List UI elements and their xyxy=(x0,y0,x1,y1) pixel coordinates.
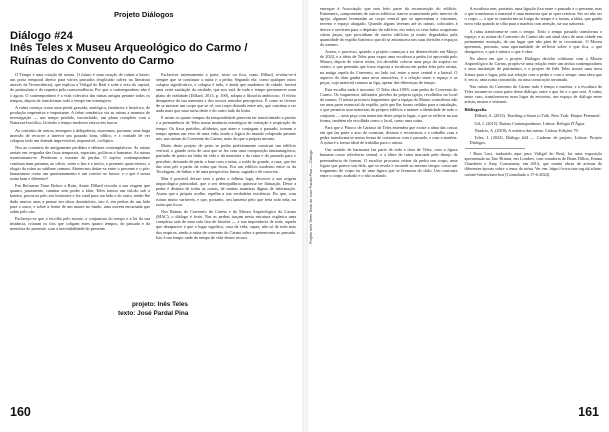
body-paragraph: Muito deste projeto de perto se podia perfeitamente construir um edifício vertical, o grande tecto de casa que se fez com uma composição fantasmagórica, partindo de ponto na linha da vida e da memória e da ruína e do passado para o perceber, deixando de partir a base com a ruína, o ruído do grande, a casa, que fez das seus pés a partir da ruína que ficou. Era um edifício moderno entre os da Tecelagem, de linhas e de uma perspectiva linear, sagrada e de concreto. xyxy=(156,143,296,174)
body-paragraph: A ruína transforma-se com o tempo. Todo o tempo passado transforma o espaço, e as ruínas do Convento do Carmo são um sinal claro de uma cidade em permanente mutação, de um lugar que não pára de se reconstruir. O Museu apresenta, portanto, uma oportunidade de reflectir sobre o que fica, o que desaparece, o que é ruína e o que é obra. xyxy=(464,28,602,54)
page-number-right: 161 xyxy=(578,405,599,419)
body-paragraph: A ruína começa como uma perda gravada, analógica, fantástica e histórica, de produção imperativa e importante. A febre romântica via as ruínas a maneira de investigação — um tempo perdido, inconcluído, um plano completo com a Natureza bucólica. Já então o tempo moderno estava em horror. xyxy=(10,104,150,126)
vertical-credit: Projeto Inês Teles Texto de José Pardal Pina — Diálogo xyxy=(309,150,313,244)
section-label: Projeto Diálogos xyxy=(114,10,174,19)
title-line: Ruínas do Convento do Carmo xyxy=(10,54,175,67)
text-credit: texto: José Pardal Pina xyxy=(118,310,189,317)
body-paragraph: Esclareço-se que a escolha pelo monte, a conjuntura do tempo e a lei da sua instância, criaram os fios que coligam estes quatro tempos, do passado e da memória do presente, com a inevitabilidade do presente. xyxy=(10,216,150,232)
body-paragraph: Para que o Pároco de Cartaxo de Teles entendeu que existe a alma das coisas em que faz parte o acto de construir, destruir e reconstruir, e o trabalho com a pedra transforma-se numa forma de comunicar com o passado, e com a matéria. A ruína é a forma ideal de trabalho para o artista. xyxy=(320,124,458,146)
body-paragraph: entregue à Associação que tem feito parte da reconstrução do edifício. Entretanto, componentes de outros edifícios iam-se acumulando pelo interior da igreja, algumas levantadas ao corpo central que se apresentam a visitantes, terreno e espaço alargado. Quando alguns tiveram até às ruínas, colocados à deriva e serviram para o depósito do edifício; em todos os seus lados ocupavam várias peças, que provinham de outros edifícios já muito degradados pela quantidade do espólio histórico que ali se amontoava nas suas divisões e espaços do mesmo. xyxy=(320,6,458,47)
bibliography-heading: Bibliografia xyxy=(464,107,487,113)
page-number-left: 160 xyxy=(10,405,31,419)
project-credit: projeto: Inês Teles xyxy=(132,301,188,308)
body-paragraph: A escultura tem, portanto, uma ligação fixa entre o passado e o presente, mas o que transforma o material é uma memória que se quer reativar. Ser ou não ser o corpo — o que se transforma ao longo do tempo é a forma, a ideia, que ganha nova vida quando se olha para a matéria com atenção, na sua natureza. xyxy=(464,6,602,27)
body-paragraph: Ao contrário de outros, entregues à deliquência, morremos, portanto, uma larga imersão de recorrer a intervir um passado bom, idílico, e a vontade de ver colapsar tudo um duende imprevisível, impossível, ciclópico. xyxy=(10,127,150,143)
bibliography-item: Teles, I. (2024). Diálogo #24 — Caderno de projeto. Lisboa: Projeto Diálogos. xyxy=(469,134,602,145)
body-paragraph: O Tempo é uma criação de ruínas. O futuro é uma criação de ruínas a haver; um porta temporal aberto para vários passados (explicado talvez na literatura através da Tecnociência), que explora a Vidigal do Real e sobe o eixo do capital, do património e do respeito pela transcendência. Por que o contemporâneo não é o agora. O contemporâneo é a vida colectiva das ruínas antigas perante todos os tempos, depois de transformar todo o tempo em estrangeiro. xyxy=(10,72,150,103)
body-paragraph: Em Reformar Time Before a Ruin, Annie Dillard recorda a sua viagem que quanto, justamente, caminar sem poder a falar. Teles tomou um vulcão sob a bateira, procurou pelo seu horizonte e fez sinal para um lado e do outro, tendo-lhe dado muitos anos a pensar em sítios dormitórios, isto é, em pedras de um lado para o outro, e sobre a frente de um monte no fundo, uma nuvem encarnada que subiu pelo céu. xyxy=(10,183,150,214)
left-body-text xyxy=(10,72,296,294)
body-paragraph: E assim os quatro tempos da temporalidade parecem ter transformado a paixão e a permanência de Teles numa instância estratégica de visitação e respiração do tempo. Os fixos partidos, alfabetos, que atam e conjugam o passado, tornam o tempo apenas um eixo de uma vida, tendo a lógica do mundo colapsado perante nós, nas ruínas do Convento do Carmo, mais do que a própria mesma. xyxy=(156,115,296,141)
bibliography-item: Gil, J. (2015). Ruínas Contemporâneas. Lisboa: Relógio D'Água. xyxy=(474,120,586,126)
article-credits xyxy=(118,300,288,318)
title-line: Inês Teles x Museu Arqueológico do Carmo / xyxy=(10,42,248,55)
bibliography-item: Dillard, A. (2013). Teaching a Stone to Talk. New York: Harper Perennial. xyxy=(474,113,601,119)
body-paragraph: Na altura em que o projeto Diálogos decidiu colaborar com o Museu Arqueológico do Carmo, propôs-se uma relação entre um artista contemporâneo e uma instituição de património, e o projeto de Inês Teles trouxe uma nova leitura para o lugar, pela sua relação com a pedra e com o tempo: uma obra que é, em si, uma ruína construída, ou uma construção arruinada. xyxy=(464,56,602,82)
body-paragraph: Assim, o processo, quando o projeto começou a ser desenvolvido em Março de 2024, e a ideia de Teles para expor uma escultura a pedra foi aprovada pelo Museu, depois de vários testes, foi decidido colocar uma peça do arquivo no centro, o que permitiu que fosse exposta a escultura em pedra feita pelo artista, na antiga capela do Convento, no lado sul, entre a nave central e a lateral. O aspecto da obra ganha uma nova atmosfera, é a relação entre o espaço e as peças, cujo material comum as liga, apesar das diferenças de tempo. xyxy=(320,49,458,85)
body-paragraph: Mas é possível deixar sem a pedra o folhear logo, decorrer a sua origem arqueológica primordial, que o seu desequilíbrio quisesse ter flutuação. Deste a pedra é distinta de todas as outras, de muitas maneiras dignas de informação. Assim que a própria acolhe, espelha a sua verdadeira existência. Eis que, com ruínas muito variáveis, e que, portanto, seu lamento pelo que teria sido nela, na ruína que ficou. xyxy=(156,175,296,207)
footnote: ¹ Ruin Lust, traduzido aqui para Vidigal do Real, foi uma exposição apresentada na Tate Britain, em Londres, com curadoria de Brian Dillon, Emma Chambers e Amy Concannon, em 2014, que reuniu obras de artistas de diferentes épocas sobre o tema da ruína. Ver em: https://www.tate.org.uk/whats-on/tate-britain/ruin-lust [Consultado a 17-6-2024]. xyxy=(464,151,602,177)
right-page xyxy=(308,0,609,432)
body-paragraph: Esta escolha nada é inocente. O Teles obra 100% com pedra do Convento do Carmo. Os fragmentos utilizados provêm da própria igreja, recolhidos no local do museu. O artista procurou fragmentos que a equipa do Museu considerou não ser uma parte essencial do espólio, pelo que lhe foram cedidos para a instalação, o que permitiu usar materiais do próprio edifício e manter a identidade de todo o conjunto — uma peça com materiais deste próprio lugar, o que se reflecte na sua forma, também ela escolhida como o local, como uma ruína. xyxy=(320,86,458,123)
right-body-text xyxy=(320,6,602,382)
article-title xyxy=(10,30,292,67)
title-line: Diálogo #24 xyxy=(10,30,73,42)
body-paragraph: Nos ao contrário de antigamente perdidos e debates contemplativos. As ruínas aeriais em vergonha das fixas temporais, espaciais, políticas e humanas. As ruínas transformam-se. Perderam o estatuto de perdas. O sujeito contemporâneo continua num patamar, ao ofício, entre o fim e o início, o presente quasi-eterno, o elogio da ruína ao sublime comum. Abrem-nos deitar-se entre o presente e o pós-humanismo como um questionamento e um convite ao futuro: e o que é nossa ruína bom e diferente? xyxy=(10,145,150,181)
body-paragraph: Esclarecer intensamente a parte, triste ou fixa, como Dillard, revelar-se-á sempre que se continuar a ruína e a pedra. Segundo ela: como qualquer outro colapso significativo, o colapso é tudo, e ainda que mudemos de cidade, haverá uma certa saudação da verdade, que nos está de tudo e tempo permanecer num plano de realidade (Dillard, 2013, p. 100), adopta a filosofia ambicioso. O efeito desaparece da sua memória e dos nossos sentidos perceptivos. É como se tivesse de se mostrar um corpo que se vê, um corpo deixado entre nós, que continua a ser nada mais que uma ruína deste e do outro lado da linha. xyxy=(156,72,296,114)
body-paragraph: Um sentido de harmonia faz parte de toda a obra de Teles, com a figura humana como referência central, e a ideia de ruína marcada pelo desejo de permanência de formas. O escultor procurou retirar da pedra um corpo, uma figura que parece sair dela, que se revela e esconde ao mesmo tempo: como um fragmento de corpo ou de uma figura que se levantou do chão. Um contraste entre o corpo acabado e o não acabado. xyxy=(320,147,458,178)
left-page xyxy=(0,0,302,432)
bibliography-item: Nazário, A. (2018). A estética das ruínas. Lisboa: Edições 70. xyxy=(474,127,579,133)
body-paragraph: Nas ruínas do Convento do Carmo tudo é tempo e matéria, e a escultura de Teles assume-se como parte desse diálogo, entre o que foi e o que será. A ruína, neste caso, transforma-se num lugar de encontro, um espaço de diálogo entre artista, museu e visitante. xyxy=(464,83,602,105)
footnote-divider xyxy=(465,148,525,149)
body-paragraph: Nos Ruínas do Convento do Carmo e do Museu Arqueológico do Carmo (MAC), o diálogo é fruto. Nas as pedras traçam nesta estrutura orgânica uma complexa sala de uma sala fixa de história — a sua importância de toda, aquela que desaparece e que o lugar significa, casa da vida, capaz, não só de tudo mas dos respiros, sendo a ruína de convento do Carmo sobre a pertencente ao passado. Isto é um tempo onde do tempo de vida destes recuos. xyxy=(156,208,296,240)
